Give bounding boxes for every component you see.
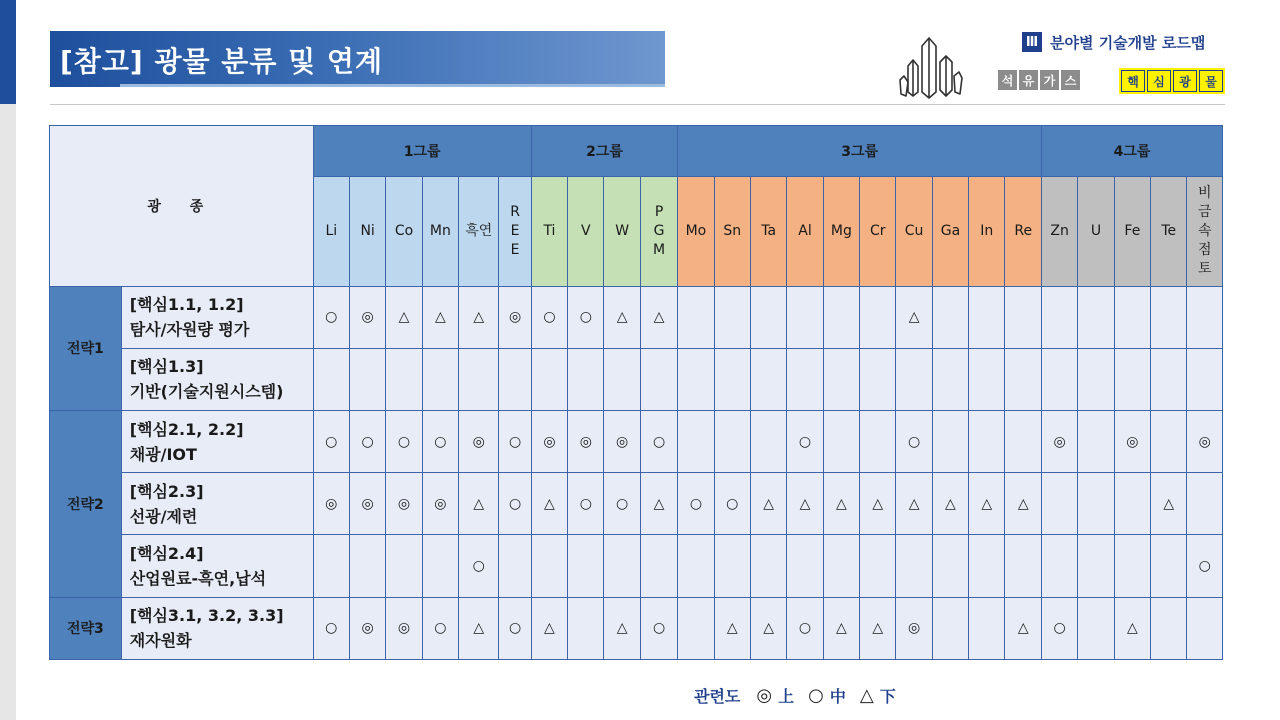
relevance-mark [678,411,714,473]
element-header: U [1078,177,1114,286]
element-header: Sn [714,177,750,286]
relevance-mark [1005,348,1042,410]
relevance-mark [1114,286,1150,348]
relevance-mark [499,348,531,410]
relevance-mark [422,535,458,597]
relevance-mark [1005,411,1042,473]
relevance-mark [932,286,968,348]
relevance-mark: △ [531,473,567,535]
element-header: Fe [1114,177,1150,286]
relevance-mark: △ [860,597,896,659]
element-header: R E E [499,177,531,286]
relevance-mark: ○ [568,473,604,535]
legend-level-mid: 中 [829,687,846,706]
relevance-mark: △ [750,597,786,659]
relevance-mark [1005,535,1042,597]
page-title: [참고] 광물 분류 및 연계 [60,45,384,78]
relevance-mark: △ [969,473,1005,535]
relevance-mark: △ [459,286,499,348]
relevance-mark: ◎ [604,411,640,473]
core-task-label: [핵심1.1, 1.2] 탐사/자원량 평가 [121,286,313,348]
core-task-label: [핵심2.4] 산업원료-흑연,납석 [121,535,313,597]
relevance-mark: ○ [531,286,567,348]
relevance-mark: ◎ [1114,411,1150,473]
relevance-mark: ○ [313,597,349,659]
relevance-mark: ○ [787,597,823,659]
relevance-mark [860,411,896,473]
relevance-mark [750,411,786,473]
legend-level-high: 上 [778,687,795,706]
relevance-mark [714,535,750,597]
element-header: Mn [422,177,458,286]
legend-symbol-mid: ○ [808,685,824,706]
relevance-mark: ○ [313,286,349,348]
tag-char: 유 [1019,70,1038,90]
relevance-mark [313,348,349,410]
relevance-mark: ○ [386,411,422,473]
relevance-mark: △ [604,597,640,659]
relevance-mark: ○ [640,597,677,659]
relevance-mark: ○ [499,411,531,473]
tag-char: 광 [1173,70,1197,92]
relevance-mark: △ [714,597,750,659]
relevance-mark: ○ [313,411,349,473]
relevance-mark: ○ [1041,597,1077,659]
element-header: 흑연 [459,177,499,286]
element-header: Zn [1041,177,1077,286]
relevance-mark [640,348,677,410]
relevance-mark: △ [604,286,640,348]
relevance-mark [1005,286,1042,348]
relevance-mark [1187,473,1223,535]
relevance-mark: ◎ [422,473,458,535]
relevance-mark [969,348,1005,410]
relevance-mark [1041,535,1077,597]
relevance-mark: △ [750,473,786,535]
relevance-mark: ◎ [499,286,531,348]
relevance-mark [640,535,677,597]
relevance-mark [568,535,604,597]
group-header: 2그룹 [531,126,677,177]
relevance-mark: ○ [422,597,458,659]
relevance-mark [568,348,604,410]
relevance-mark [969,535,1005,597]
relevance-mark [714,286,750,348]
mineral-strategy-table [49,125,1223,660]
relevance-mark: ◎ [386,597,422,659]
relevance-mark: ◎ [531,411,567,473]
relevance-mark [531,348,567,410]
relevance-mark: ◎ [459,411,499,473]
crystal-icon [898,36,964,102]
relevance-mark: ○ [787,411,823,473]
relevance-mark: △ [1005,473,1042,535]
group-header: 3그룹 [678,126,1042,177]
element-header: Mg [823,177,859,286]
element-header: Ni [349,177,385,286]
relevance-mark: ◎ [386,473,422,535]
relevance-mark: ◎ [349,597,385,659]
strategy-label: 전략1 [50,286,122,410]
relevance-mark [1078,411,1114,473]
relevance-mark: ○ [499,597,531,659]
tag-char: 스 [1061,70,1080,90]
element-header: W [604,177,640,286]
relevance-mark [1187,286,1223,348]
relevance-mark [678,286,714,348]
legend-level-low: 下 [879,687,896,706]
strategy-label: 전략3 [50,597,122,659]
element-header: V [568,177,604,286]
relevance-mark: ○ [499,473,531,535]
title-banner-underline [120,84,665,87]
relevance-mark [1187,597,1223,659]
relevance-mark: ○ [459,535,499,597]
legend [694,684,904,707]
relevance-mark: △ [422,286,458,348]
relevance-mark: △ [1005,597,1042,659]
element-header: Ti [531,177,567,286]
relevance-mark [860,286,896,348]
element-header: Mo [678,177,714,286]
relevance-mark [678,348,714,410]
relevance-mark [1151,535,1187,597]
relevance-mark: ◎ [349,473,385,535]
tag-char: 심 [1147,70,1171,92]
relevance-mark [1151,411,1187,473]
relevance-mark [1078,473,1114,535]
relevance-mark [1151,286,1187,348]
core-task-label: [핵심2.1, 2.2] 채광/IOT [121,411,313,473]
relevance-mark [568,597,604,659]
table-row [50,597,1223,659]
relevance-mark [969,411,1005,473]
relevance-mark: ◎ [1041,411,1077,473]
header-divider [50,104,1225,105]
left-accent-bar [0,0,16,720]
element-header: In [969,177,1005,286]
relevance-mark [750,535,786,597]
relevance-mark [386,348,422,410]
table-corner-label: 광 종 [50,126,314,287]
relevance-mark [787,535,823,597]
relevance-mark [1114,348,1150,410]
section-title: 분야별 기술개발 로드맵 [1050,33,1206,52]
relevance-mark [932,597,968,659]
group-header: 1그룹 [313,126,531,177]
element-header: Li [313,177,349,286]
legend-symbol-low: △ [859,685,874,706]
relevance-mark: ○ [640,411,677,473]
element-header: Al [787,177,823,286]
relevance-mark [678,535,714,597]
relevance-mark: △ [787,473,823,535]
relevance-mark [313,535,349,597]
element-header: Te [1151,177,1187,286]
relevance-mark: ◎ [349,286,385,348]
relevance-mark [787,286,823,348]
relevance-mark [714,348,750,410]
relevance-mark: ○ [568,286,604,348]
relevance-mark: ○ [422,411,458,473]
relevance-mark: △ [1114,597,1150,659]
relevance-mark [750,348,786,410]
element-header: Ga [932,177,968,286]
tag-char: 핵 [1121,70,1145,92]
relevance-mark: △ [386,286,422,348]
relevance-mark: △ [823,473,859,535]
tag-char: 석 [998,70,1017,90]
element-header: P G M [640,177,677,286]
legend-label: 관련도 [694,687,741,706]
relevance-mark [1041,473,1077,535]
legend-symbol-high: ◎ [756,685,773,706]
relevance-mark: ○ [349,411,385,473]
relevance-mark [823,348,859,410]
element-header: Re [1005,177,1042,286]
relevance-mark: △ [823,597,859,659]
relevance-mark: △ [896,286,932,348]
table-row [50,473,1223,535]
relevance-mark [932,411,968,473]
element-header: Ta [750,177,786,286]
tag-core-minerals [1119,68,1225,94]
relevance-mark [932,535,968,597]
relevance-mark [714,411,750,473]
section-number: Ⅲ [1022,32,1042,52]
tag-oil-gas [998,70,1080,90]
relevance-mark: △ [860,473,896,535]
relevance-mark [531,535,567,597]
relevance-mark [1114,473,1150,535]
relevance-mark [787,348,823,410]
relevance-mark [386,535,422,597]
relevance-mark: ○ [604,473,640,535]
relevance-mark [823,411,859,473]
relevance-mark: ○ [714,473,750,535]
table-row [50,535,1223,597]
relevance-mark: ◎ [896,597,932,659]
section-indicator [1022,30,1205,54]
relevance-mark [896,535,932,597]
relevance-mark: △ [640,286,677,348]
relevance-mark [1187,348,1223,410]
relevance-mark [823,535,859,597]
relevance-mark [932,348,968,410]
tag-char: 물 [1199,70,1223,92]
relevance-mark [349,348,385,410]
relevance-mark [750,286,786,348]
relevance-mark: △ [459,597,499,659]
relevance-mark [1078,286,1114,348]
relevance-mark: ◎ [313,473,349,535]
element-header: Cu [896,177,932,286]
element-header: Cr [860,177,896,286]
relevance-mark [678,597,714,659]
element-header: Co [386,177,422,286]
relevance-mark: ○ [1187,535,1223,597]
relevance-mark: △ [1151,473,1187,535]
relevance-mark: △ [459,473,499,535]
table-row [50,411,1223,473]
relevance-mark [860,348,896,410]
relevance-mark [969,597,1005,659]
relevance-mark [604,535,640,597]
relevance-mark [1078,348,1114,410]
relevance-mark: ○ [896,411,932,473]
relevance-mark [1151,348,1187,410]
group-header-row [50,126,1223,177]
relevance-mark: ◎ [1187,411,1223,473]
relevance-mark [969,286,1005,348]
element-header: 비 금 속 점 토 [1187,177,1223,286]
relevance-mark [1151,597,1187,659]
tag-char: 가 [1040,70,1059,90]
relevance-mark [422,348,458,410]
relevance-mark [1114,535,1150,597]
core-task-label: [핵심2.3] 선광/제련 [121,473,313,535]
relevance-mark: △ [896,473,932,535]
relevance-mark [459,348,499,410]
relevance-mark: △ [531,597,567,659]
table-row [50,348,1223,410]
relevance-mark [1041,286,1077,348]
relevance-mark [1078,597,1114,659]
core-task-label: [핵심3.1, 3.2, 3.3] 재자원화 [121,597,313,659]
relevance-mark [1078,535,1114,597]
relevance-mark [896,348,932,410]
relevance-mark: △ [932,473,968,535]
relevance-mark [1041,348,1077,410]
relevance-mark: ◎ [568,411,604,473]
group-header: 4그룹 [1041,126,1222,177]
table-row [50,286,1223,348]
relevance-mark [499,535,531,597]
relevance-mark [349,535,385,597]
relevance-mark [823,286,859,348]
relevance-mark: ○ [678,473,714,535]
strategy-label: 전략2 [50,411,122,598]
core-task-label: [핵심1.3] 기반(기술지원시스템) [121,348,313,410]
relevance-mark [604,348,640,410]
relevance-mark [860,535,896,597]
relevance-mark: △ [640,473,677,535]
left-accent-highlight [0,0,16,104]
